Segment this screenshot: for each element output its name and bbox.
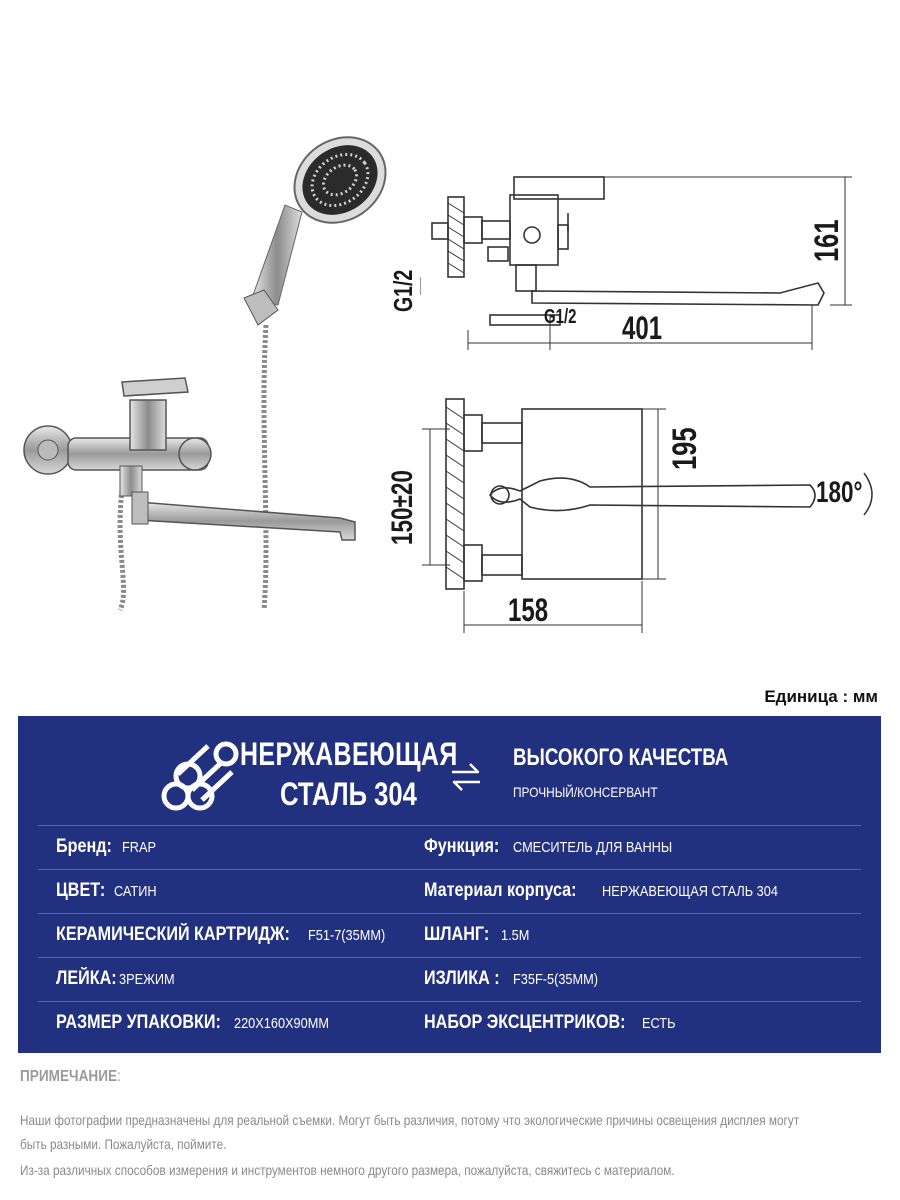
note-title-text: ПРИМЕЧАНИЕ: [20, 1068, 118, 1085]
spec-value: 220X160X90ММ: [234, 1015, 330, 1032]
banner-title-line2: СТАЛЬ 304: [280, 776, 417, 812]
spec-row: [38, 825, 861, 870]
unit-label: Единица : мм: [764, 687, 878, 706]
dim-inlet-thread-bottom: G1/2: [544, 306, 577, 328]
spec-label: ЦВЕТ:: [56, 880, 106, 901]
steel-pipes-icon: [158, 734, 248, 814]
spec-value: СМЕСИТЕЛЬ ДЛЯ ВАННЫ: [513, 839, 673, 856]
banner-header: [18, 716, 881, 820]
quality-subtitle: ПРОЧНЫЙ/КОНСЕРВАНТ: [513, 784, 658, 800]
dim-top-length: 401: [622, 310, 663, 346]
spec-label: ЛЕЙКА:: [56, 968, 117, 989]
spec-row: [38, 1001, 861, 1046]
note-title-suffix: :: [117, 1068, 121, 1085]
spec-label: Функция:: [424, 836, 500, 857]
quality-title: ВЫСОКОГО КАЧЕСТВА: [513, 744, 729, 771]
spec-value: FRAP: [122, 839, 157, 856]
note-line: Из-за различных способов измерения и инструментов немного другого размера, пожалуйста, свяжитесь с материалом.: [20, 1162, 675, 1178]
spec-value: F35F-5(35ММ): [513, 971, 599, 988]
spec-label: ИЗЛИКА :: [424, 968, 500, 989]
dim-inlet-thread-left: G1/2: [388, 269, 418, 312]
spec-value: САТИН: [114, 883, 158, 900]
spec-label: ШЛАНГ:: [424, 924, 490, 945]
spec-label: Бренд:: [56, 836, 112, 857]
spec-row: [38, 869, 861, 914]
swap-arrows-icon: [448, 760, 484, 794]
dim-bottom-depth: 158: [508, 592, 549, 628]
spec-label: КЕРАМИЧЕСКИЙ КАРТРИДЖ:: [56, 924, 290, 945]
dim-top-height: 161: [808, 219, 846, 262]
shower-head: [244, 130, 400, 325]
spec-banner: [18, 716, 881, 1053]
spec-value: 1.5М: [501, 927, 530, 944]
spec-label: РАЗМЕР УПАКОВКИ:: [56, 1012, 221, 1033]
spec-label: Материал корпуса:: [424, 880, 577, 901]
dim-bottom-height: 195: [666, 427, 704, 470]
banner-title-line1: НЕРЖАВЕЮЩАЯ: [240, 736, 458, 772]
shower-hose: [264, 325, 266, 610]
spec-value: ЕСТЬ: [641, 1015, 675, 1032]
note-line: Наши фотографии предназначены для реальной съемки. Могут быть различия, потому что экологические причины освещения дисплея могут: [20, 1112, 800, 1128]
front-view-drawing: [410, 395, 890, 635]
note-title: [20, 1068, 121, 1086]
spec-value: F51-7(35ММ): [307, 927, 385, 944]
spec-row: [38, 957, 861, 1002]
spec-row: [38, 913, 861, 958]
faucet-product-image: [20, 130, 400, 630]
dim-rotation: 180°: [816, 476, 863, 509]
spec-label: НАБОР ЭКСЦЕНТРИКОВ:: [424, 1012, 626, 1033]
dim-bottom-spacing: 150±20: [386, 470, 419, 545]
mixer-body: [24, 378, 355, 540]
spec-value: 3РЕЖИМ: [119, 971, 175, 988]
note-line: быть разными. Пожалуйста, поймите.: [20, 1136, 227, 1152]
spec-value: НЕРЖАВЕЮЩАЯ СТАЛЬ 304: [601, 883, 778, 900]
